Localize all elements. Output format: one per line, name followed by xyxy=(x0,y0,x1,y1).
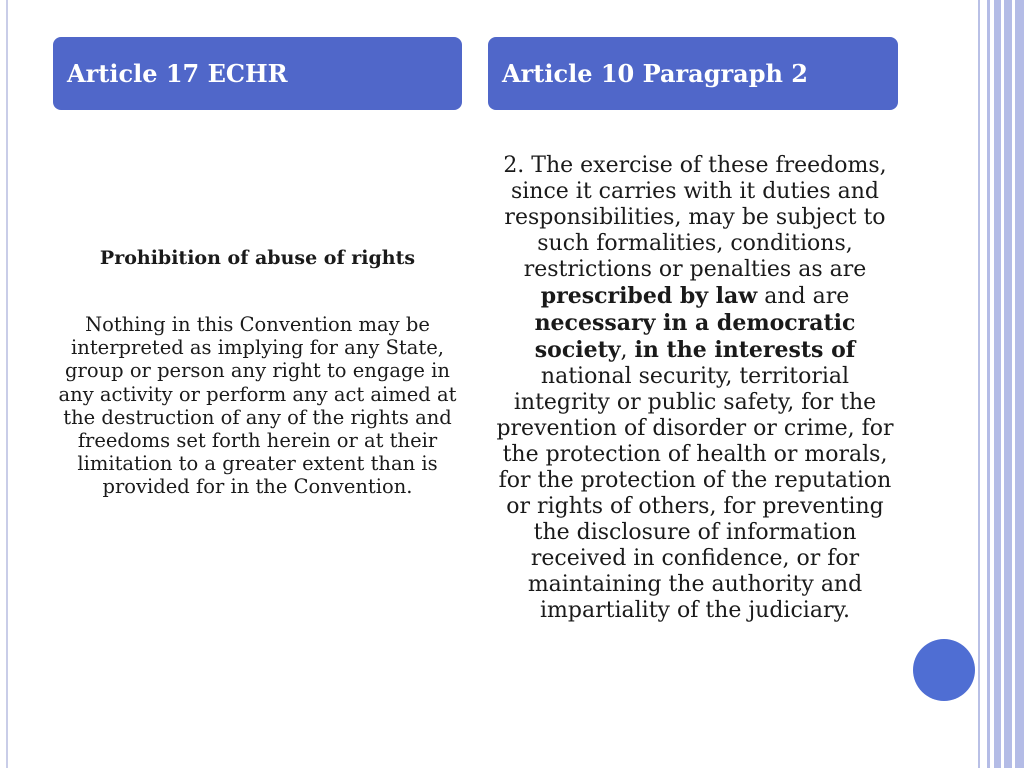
necessary-in-democratic-society-emphasis: necessary in a democratic society xyxy=(534,310,856,363)
article-10-text-part-1: 2. The exercise of these freedoms, since it carries with it duties and responsibilities, may be subject to such formalities, conditions, restrictions or penalties as are xyxy=(503,153,887,282)
article-10-title: Article 10 Paragraph 2 xyxy=(502,59,808,88)
article-17-title: Article 17 ECHR xyxy=(67,59,288,88)
article-10-text xyxy=(494,153,896,624)
article-10-header xyxy=(488,37,898,110)
article-17-header xyxy=(53,37,462,110)
article-17-text: Nothing in this Convention may be interpreted as implying for any State, group or person any right to engage in any activity or perform any act aimed at the destruction of any of the rights and freedoms set forth herein or at their limitation to a greater extent than is provided for in the Convention. xyxy=(58,313,457,499)
article-10-text-part-4: national security, territorial integrity or public safety, for the prevention of disorder or crime, for the protection of health or morals, for the protection of the reputation or rights of others, for preventing the disclosure of information received in confidence, or for maintaining the authority and impartiality of the judiciary. xyxy=(496,364,894,623)
article-10-text-part-2: and are xyxy=(764,284,850,309)
in-the-interests-of-emphasis: in the interests of xyxy=(634,337,856,363)
decorative-circle xyxy=(913,639,975,701)
right-decorative-stripes xyxy=(978,0,1024,768)
article-17-subtitle: Prohibition of abuse of rights xyxy=(99,247,416,269)
prescribed-by-law-emphasis: prescribed by law xyxy=(540,283,758,309)
left-border-line xyxy=(6,0,8,768)
article-10-comma: , xyxy=(620,338,628,363)
